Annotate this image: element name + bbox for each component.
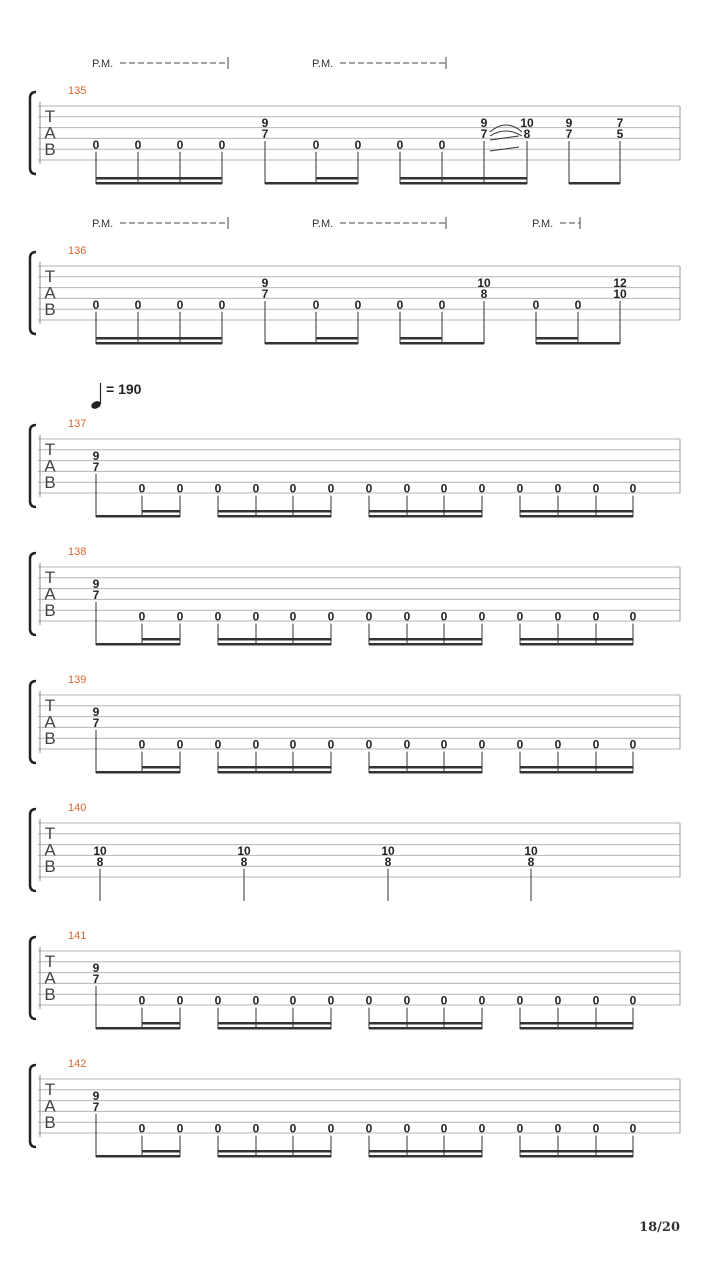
beam bbox=[369, 1155, 482, 1158]
beam bbox=[218, 515, 331, 518]
beam-secondary bbox=[369, 766, 482, 769]
fret-number: 0 bbox=[214, 737, 222, 752]
fret-number: 0 bbox=[138, 993, 146, 1008]
fret-number: 0 bbox=[365, 609, 373, 624]
tab-clef-letter: B bbox=[44, 473, 56, 492]
beam bbox=[569, 182, 620, 185]
fret-number: 0 bbox=[218, 297, 226, 312]
beam-secondary bbox=[369, 510, 482, 513]
fret-number: 0 bbox=[312, 137, 320, 152]
beam bbox=[520, 1027, 633, 1030]
fret-number: 0 bbox=[176, 1121, 184, 1136]
beam bbox=[265, 182, 358, 185]
fret-number: 7 bbox=[92, 588, 100, 602]
palm-mute-label: P.M. bbox=[92, 58, 114, 70]
fret-number: 0 bbox=[214, 1121, 222, 1136]
beam-secondary bbox=[520, 1150, 633, 1153]
fret-number: 0 bbox=[403, 609, 411, 624]
fret-number: 8 bbox=[523, 127, 531, 141]
fret-number: 9 bbox=[92, 449, 100, 464]
beam-secondary bbox=[142, 638, 180, 641]
system-141 bbox=[30, 930, 680, 1030]
fret-number: 0 bbox=[365, 481, 373, 496]
tab-clef-letter: A bbox=[44, 283, 56, 303]
system-bracket bbox=[30, 252, 36, 334]
fret-number: 0 bbox=[214, 481, 222, 496]
beam bbox=[218, 1155, 331, 1158]
fret-number: 0 bbox=[516, 993, 524, 1008]
tab-clef-letter: A bbox=[44, 840, 56, 860]
fret-number: 0 bbox=[629, 993, 637, 1008]
fret-number: 0 bbox=[440, 1121, 448, 1136]
fret-number: 0 bbox=[516, 1121, 524, 1136]
slur bbox=[490, 131, 522, 136]
beam-secondary bbox=[142, 1022, 180, 1025]
fret-number: 0 bbox=[532, 297, 540, 312]
tab-clef-letter: A bbox=[44, 712, 56, 732]
measure-number: 137 bbox=[68, 418, 87, 430]
fret-number: 0 bbox=[478, 481, 486, 496]
fret-number: 0 bbox=[134, 297, 142, 312]
fret-number: 0 bbox=[629, 481, 637, 496]
system-bracket bbox=[30, 681, 36, 763]
beam bbox=[96, 515, 180, 518]
beam-secondary bbox=[218, 1022, 331, 1025]
tempo-value: = 190 bbox=[106, 381, 142, 397]
tab-clef-letter: B bbox=[44, 300, 56, 319]
fret-number: 7 bbox=[261, 287, 269, 301]
beam bbox=[96, 342, 222, 345]
fret-number: 8 bbox=[527, 854, 535, 869]
beam-secondary bbox=[520, 766, 633, 769]
beam bbox=[369, 1027, 482, 1030]
tab-clef-letter: B bbox=[44, 1113, 56, 1132]
fret-number: 0 bbox=[440, 609, 448, 624]
system-137 bbox=[30, 418, 680, 518]
measure-number: 140 bbox=[68, 802, 87, 814]
fret-number: 0 bbox=[134, 137, 142, 152]
fret-number: 0 bbox=[440, 481, 448, 496]
system-bracket bbox=[30, 92, 36, 174]
page-number: 18/20 bbox=[639, 1220, 680, 1235]
tab-clef-letter: T bbox=[44, 107, 56, 126]
measure-number: 136 bbox=[68, 245, 87, 257]
fret-number: 0 bbox=[629, 737, 637, 752]
tab-clef-letter: T bbox=[44, 696, 56, 715]
fret-number: 0 bbox=[629, 1121, 637, 1136]
beam-secondary bbox=[142, 1150, 180, 1153]
beam-secondary bbox=[142, 510, 180, 513]
fret-number: 0 bbox=[289, 609, 297, 624]
fret-number: 8 bbox=[480, 287, 488, 301]
system-140 bbox=[30, 802, 680, 901]
fret-number: 0 bbox=[592, 481, 600, 496]
fret-number: 7 bbox=[480, 127, 488, 141]
fret-number: 0 bbox=[327, 737, 335, 752]
fret-number: 0 bbox=[176, 297, 184, 312]
fret-number: 0 bbox=[214, 609, 222, 624]
tab-clef-letter: A bbox=[44, 456, 56, 476]
fret-number: 0 bbox=[554, 1121, 562, 1136]
fret-number: 0 bbox=[516, 737, 524, 752]
beam-secondary bbox=[218, 1150, 331, 1153]
fret-number: 9 bbox=[92, 705, 100, 720]
fret-number: 0 bbox=[138, 737, 146, 752]
fret-number: 0 bbox=[403, 737, 411, 752]
measure-number: 135 bbox=[68, 85, 87, 97]
fret-number: 0 bbox=[176, 137, 184, 152]
fret-number: 0 bbox=[214, 993, 222, 1008]
fret-number: 0 bbox=[440, 993, 448, 1008]
fret-number: 0 bbox=[554, 481, 562, 496]
beam bbox=[520, 1155, 633, 1158]
fret-number: 0 bbox=[554, 609, 562, 624]
beam-secondary bbox=[520, 1022, 633, 1025]
fret-number: 0 bbox=[592, 609, 600, 624]
fret-number: 0 bbox=[403, 993, 411, 1008]
tab-clef-letter: A bbox=[44, 1096, 56, 1116]
system-139 bbox=[30, 674, 680, 774]
beam bbox=[96, 1027, 180, 1030]
beam bbox=[218, 1027, 331, 1030]
fret-number: 0 bbox=[365, 993, 373, 1008]
fret-number: 0 bbox=[574, 297, 582, 312]
fret-number: 8 bbox=[240, 854, 248, 869]
fret-number: 9 bbox=[261, 276, 269, 291]
fret-number: 10 bbox=[613, 287, 627, 301]
fret-number: 0 bbox=[478, 993, 486, 1008]
fret-number: 0 bbox=[176, 481, 184, 496]
beam-secondary bbox=[316, 337, 358, 340]
fret-number: 0 bbox=[438, 297, 446, 312]
tab-clef-letter: B bbox=[44, 601, 56, 620]
fret-number: 0 bbox=[252, 1121, 260, 1136]
beam-secondary bbox=[316, 177, 358, 180]
beam bbox=[369, 643, 482, 646]
fret-number: 7 bbox=[616, 116, 624, 131]
beam-secondary bbox=[218, 638, 331, 641]
beam-secondary bbox=[400, 177, 527, 180]
fret-number: 10 bbox=[381, 844, 395, 858]
palm-mute-label: P.M. bbox=[532, 218, 554, 230]
fret-number: 0 bbox=[554, 993, 562, 1008]
beam bbox=[96, 771, 180, 774]
tab-clef-letter: T bbox=[44, 824, 56, 843]
fret-number: 0 bbox=[327, 609, 335, 624]
fret-number: 0 bbox=[289, 737, 297, 752]
system-bracket bbox=[30, 553, 36, 635]
system-142 bbox=[30, 1058, 680, 1158]
beam-secondary bbox=[369, 1150, 482, 1153]
fret-number: 9 bbox=[261, 116, 269, 131]
fret-number: 0 bbox=[176, 993, 184, 1008]
fret-number: 0 bbox=[516, 481, 524, 496]
beam bbox=[400, 342, 484, 345]
fret-number: 0 bbox=[176, 609, 184, 624]
tab-clef-letter: T bbox=[44, 440, 56, 459]
fret-number: 0 bbox=[629, 609, 637, 624]
fret-number: 7 bbox=[565, 127, 573, 141]
measure-number: 139 bbox=[68, 674, 87, 686]
tab-clef-letter: T bbox=[44, 568, 56, 587]
tab-clef-letter: T bbox=[44, 1080, 56, 1099]
system-bracket bbox=[30, 1065, 36, 1147]
fret-number: 0 bbox=[312, 297, 320, 312]
fret-number: 0 bbox=[403, 1121, 411, 1136]
fret-number: 9 bbox=[480, 116, 488, 131]
fret-number: 0 bbox=[138, 609, 146, 624]
beam-secondary bbox=[142, 766, 180, 769]
fret-number: 0 bbox=[176, 737, 184, 752]
measure-number: 141 bbox=[68, 930, 87, 942]
tab-clef-letter: A bbox=[44, 968, 56, 988]
fret-number: 0 bbox=[289, 993, 297, 1008]
fret-number: 0 bbox=[92, 297, 100, 312]
tab-clef-letter: A bbox=[44, 123, 56, 143]
tempo-marking bbox=[90, 381, 142, 410]
fret-number: 0 bbox=[252, 481, 260, 496]
fret-number: 0 bbox=[403, 481, 411, 496]
fret-number: 0 bbox=[252, 609, 260, 624]
beam-secondary bbox=[369, 638, 482, 641]
beam bbox=[218, 771, 331, 774]
fret-number: 0 bbox=[252, 993, 260, 1008]
beam bbox=[96, 643, 180, 646]
beam bbox=[520, 643, 633, 646]
fret-number: 0 bbox=[438, 137, 446, 152]
tab-clef-letter: B bbox=[44, 857, 56, 876]
beam bbox=[96, 1155, 180, 1158]
beam bbox=[369, 771, 482, 774]
fret-number: 0 bbox=[252, 737, 260, 752]
beam-secondary bbox=[520, 510, 633, 513]
fret-number: 7 bbox=[92, 1100, 100, 1114]
fret-number: 7 bbox=[92, 460, 100, 474]
beam bbox=[400, 182, 527, 185]
fret-number: 0 bbox=[592, 737, 600, 752]
beam-secondary bbox=[400, 337, 442, 340]
fret-number: 0 bbox=[327, 993, 335, 1008]
fret-number: 7 bbox=[261, 127, 269, 141]
palm-mute-label: P.M. bbox=[312, 218, 334, 230]
fret-number: 10 bbox=[477, 276, 491, 291]
fret-number: 10 bbox=[524, 844, 538, 858]
beam bbox=[536, 342, 620, 345]
fret-number: 0 bbox=[289, 481, 297, 496]
system-138 bbox=[30, 546, 680, 646]
fret-number: 0 bbox=[365, 737, 373, 752]
system-bracket bbox=[30, 425, 36, 507]
fret-number: 0 bbox=[396, 137, 404, 152]
fret-number: 0 bbox=[354, 297, 362, 312]
beam-secondary bbox=[218, 766, 331, 769]
beam bbox=[218, 643, 331, 646]
system-bracket bbox=[30, 809, 36, 891]
beam-secondary bbox=[536, 337, 578, 340]
tab-clef-letter: T bbox=[44, 267, 56, 286]
fret-number: 8 bbox=[96, 854, 104, 869]
fret-number: 0 bbox=[554, 737, 562, 752]
beam bbox=[369, 515, 482, 518]
fret-number: 0 bbox=[478, 737, 486, 752]
fret-number: 0 bbox=[92, 137, 100, 152]
system-136 bbox=[30, 217, 680, 345]
fret-number: 10 bbox=[237, 844, 251, 858]
fret-number: 0 bbox=[354, 137, 362, 152]
fret-number: 0 bbox=[327, 481, 335, 496]
tab-clef-letter: B bbox=[44, 140, 56, 159]
fret-number: 9 bbox=[92, 1089, 100, 1104]
tab-clef-letter: B bbox=[44, 729, 56, 748]
fret-number: 10 bbox=[520, 116, 534, 131]
fret-number: 0 bbox=[592, 993, 600, 1008]
measure-number: 142 bbox=[68, 1058, 87, 1070]
fret-number: 9 bbox=[92, 577, 100, 592]
system-bracket bbox=[30, 937, 36, 1019]
fret-number: 9 bbox=[565, 116, 573, 131]
fret-number: 0 bbox=[396, 297, 404, 312]
beam-secondary bbox=[218, 510, 331, 513]
beam-secondary bbox=[369, 1022, 482, 1025]
fret-number: 0 bbox=[218, 137, 226, 152]
tab-clef-letter: A bbox=[44, 584, 56, 604]
fret-number: 0 bbox=[592, 1121, 600, 1136]
beam bbox=[96, 182, 222, 185]
fret-number: 9 bbox=[92, 961, 100, 976]
fret-number: 7 bbox=[92, 716, 100, 730]
palm-mute-label: P.M. bbox=[92, 218, 114, 230]
beam bbox=[520, 515, 633, 518]
measure-number: 138 bbox=[68, 546, 87, 558]
palm-mute-label: P.M. bbox=[312, 58, 334, 70]
fret-number: 0 bbox=[138, 481, 146, 496]
fret-number: 8 bbox=[384, 854, 392, 869]
fret-number: 5 bbox=[616, 127, 624, 141]
beam-secondary bbox=[96, 337, 222, 340]
fret-number: 12 bbox=[613, 276, 627, 291]
fret-number: 0 bbox=[516, 609, 524, 624]
tab-clef-letter: B bbox=[44, 985, 56, 1004]
beam-secondary bbox=[520, 638, 633, 641]
fret-number: 7 bbox=[92, 972, 100, 986]
fret-number: 0 bbox=[440, 737, 448, 752]
fret-number: 0 bbox=[365, 1121, 373, 1136]
fret-number: 10 bbox=[93, 844, 107, 858]
beam-secondary bbox=[96, 177, 222, 180]
beam bbox=[520, 771, 633, 774]
fret-number: 0 bbox=[327, 1121, 335, 1136]
beam bbox=[265, 342, 358, 345]
fret-number: 0 bbox=[478, 609, 486, 624]
fret-number: 0 bbox=[289, 1121, 297, 1136]
tab-clef-letter: T bbox=[44, 952, 56, 971]
fret-number: 0 bbox=[478, 1121, 486, 1136]
fret-number: 0 bbox=[138, 1121, 146, 1136]
system-135 bbox=[30, 57, 680, 185]
